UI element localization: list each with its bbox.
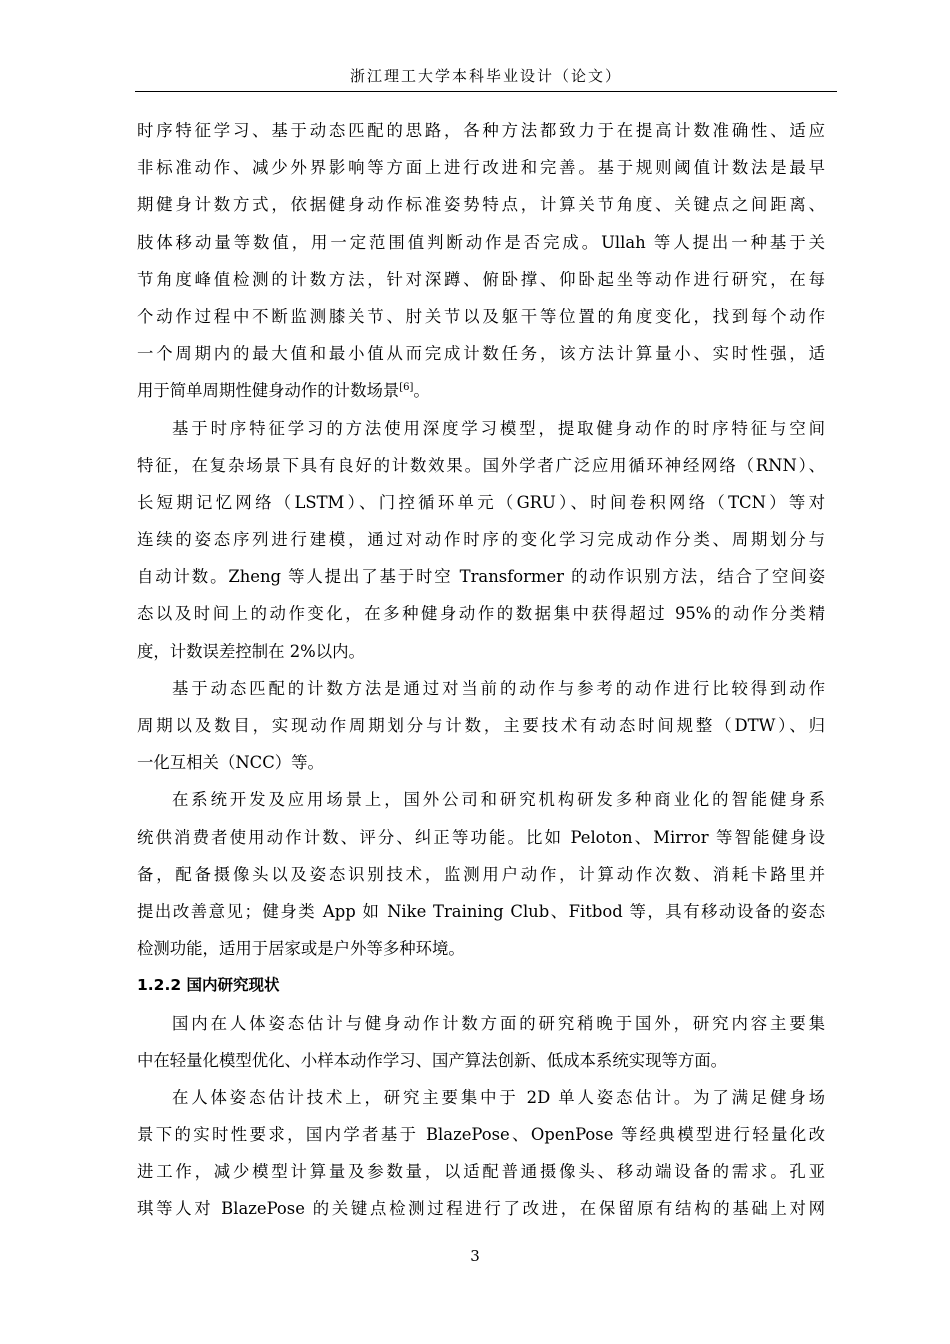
text-line: 非标准动作、减少外界影响等方面上进行改进和完善。基于规则阈值计数法是最早 (137, 158, 825, 178)
text-line: 自动计数。Zheng 等人提出了基于时空 Transformer 的动作识别方法，结合了空间姿 (137, 567, 825, 587)
header-rule (135, 91, 837, 92)
text-line: 周期以及数目，实现动作周期划分与计数，主要技术有动态时间规整（DTW）、归 (137, 716, 825, 735)
text-line-last: 检测功能，适用于居家或是户外等多种环境。 (137, 939, 465, 959)
text-line: 特征，在复杂场景下具有良好的计数效果。国外学者广泛应用循环神经网络（RNN）、 (137, 455, 825, 475)
text-line-first: 在人体姿态估计技术上，研究主要集中于 2D 单人姿态估计。为了满足健身场 (172, 1087, 825, 1107)
text-line-last: 一化互相关（NCC）等。 (137, 753, 324, 773)
body-text (137, 112, 825, 1228)
text-line: 统供消费者使用动作计数、评分、纠正等功能。比如 Peloton、Mirror 等智能健身设 (137, 827, 825, 847)
text-line: 提出改善意见；健身类 App 如 Nike Training Club、Fitbod 等，具有移动设备的姿态 (137, 901, 825, 921)
text-line: 进工作，减少模型计算量及参数量，以适配普通摄像头、移动端设备的需求。孔亚 (137, 1162, 825, 1182)
text-line: 期健身计数方式，依据健身动作标准姿势特点，计算关节角度、关键点之间距离、 (137, 195, 825, 215)
text-line-last (137, 372, 825, 409)
text-line: 时序特征学习、基于动态匹配的思路，各种方法都致力于在提高计数准确性、适应 (137, 121, 825, 140)
text-line: 备，配备摄像头以及姿态识别技术，监测用户动作，计算动作次数、消耗卡路里并 (137, 864, 825, 884)
citation-marker: [6] (399, 382, 414, 394)
text-line: 琪等人对 BlazePose 的关键点检测过程进行了改进，在保留原有结构的基础上对网 (137, 1199, 825, 1219)
text-line-first: 国内在人体姿态估计与健身动作计数方面的研究稍晚于国外，研究内容主要集 (172, 1013, 825, 1033)
text-line: 态以及时间上的动作变化，在多种健身动作的数据集中获得超过 95%的动作分类精 (137, 604, 825, 624)
text-fragment: 用于简单周期性健身动作的计数场景 (137, 381, 400, 401)
text-line-first: 基于动态匹配的计数方法是通过对当前的动作与参考的动作进行比较得到动作 (172, 678, 825, 698)
text-line-last: 度，计数误差控制在 2%以内。 (137, 641, 365, 661)
text-line: 连续的姿态序列进行建模，通过对动作时序的变化学习完成动作分类、周期划分与 (137, 530, 825, 550)
text-line-last: 中在轻量化模型优化、小样本动作学习、国产算法创新、低成本系统实现等方面。 (137, 1050, 728, 1070)
text-line: 一个周期内的最大值和最小值从而完成计数任务，该方法计算量小、实时性强，适 (137, 344, 825, 364)
page-header: 浙江理工大学本科毕业设计（论文） (349, 67, 622, 85)
text-line: 节角度峰值检测的计数方法，针对深蹲、俯卧撑、仰卧起坐等动作进行研究，在每 (137, 269, 825, 289)
page-number: 3 (470, 1247, 480, 1265)
text-line: 个动作过程中不断监测膝关节、肘关节以及躯干等位置的角度变化，找到每个动作 (137, 306, 825, 326)
text-line-first: 基于时序特征学习的方法使用深度学习模型，提取健身动作的时序特征与空间 (172, 418, 825, 438)
text-line-first: 在系统开发及应用场景上，国外公司和研究机构研发多种商业化的智能健身系 (172, 790, 825, 810)
text-line: 肢体移动量等数值，用一定范围值判断动作是否完成。Ullah 等人提出一种基于关 (137, 232, 825, 252)
section-heading: 1.2.2 国内研究现状 (137, 976, 280, 995)
text-line: 景下的实时性要求，国内学者基于 BlazePose、OpenPose 等经典模型进行轻量化改 (137, 1125, 825, 1145)
text-line: 长短期记忆网络（LSTM）、门控循环单元（GRU）、时间卷积网络（TCN）等对 (137, 492, 825, 512)
text-fragment: 。 (413, 381, 430, 401)
